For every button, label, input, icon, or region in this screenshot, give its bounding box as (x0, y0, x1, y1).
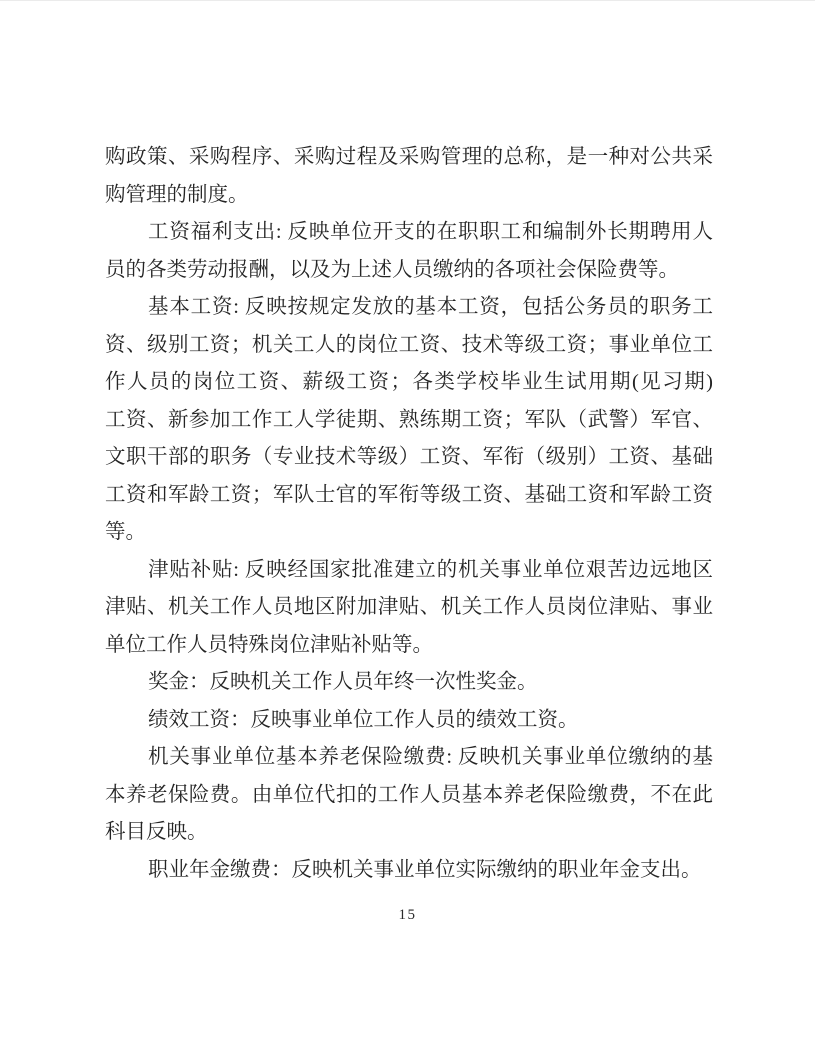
text-line: 等。 (105, 521, 146, 543)
text-line: 工资、新参加工作工人学徒期、熟练期工资；军队（武警）军官、 (105, 408, 713, 431)
document-body (105, 139, 713, 889)
text-line: 文职干部的职务（专业技术等级）工资、军衔（级别）工资、基础 (105, 446, 713, 468)
text-line: 基本工资: 反映按规定发放的基本工资，包括公务员的职务工 (148, 296, 713, 318)
text-line: 本养老保险费。由单位代扣的工作人员基本养老保险缴费，不在此 (105, 783, 713, 806)
text-line: 工资福利支出: 反映单位开支的在职职工和编制外长期聘用人 (148, 221, 713, 243)
text-line: 科目反映。 (105, 821, 208, 843)
text-line: 机关事业单位基本养老保险缴费: 反映机关事业单位缴纳的基 (148, 746, 713, 768)
text-line: 绩效工资：反映事业单位工作人员的绩效工资。 (148, 708, 579, 731)
text-line: 津贴补贴: 反映经国家批准建立的机关事业单位艰苦边远地区 (148, 558, 713, 581)
text-line: 工资和军龄工资；军队士官的军衔等级工资、基础工资和军龄工资 (105, 483, 713, 506)
text-line: 单位工作人员特殊岗位津贴补贴等。 (105, 633, 433, 656)
text-line: 购管理的制度。 (105, 183, 249, 206)
text-line: 奖金：反映机关工作人员年终一次性奖金。 (148, 671, 538, 693)
text-line: 资、级别工资；机关工人的岗位工资、技术等级工资；事业单位工 (105, 333, 713, 356)
page-number: 15 (398, 907, 417, 923)
text-line: 津贴、机关工作人员地区附加津贴、机关工作人员岗位津贴、事业 (105, 596, 713, 618)
text-line: 购政策、采购程序、采购过程及采购管理的总称，是一种对公共采 (105, 146, 713, 168)
text-line: 职业年金缴费：反映机关事业单位实际缴纳的职业年金支出。 (148, 858, 702, 881)
text-line: 作人员的岗位工资、薪级工资；各类学校毕业生试用期(见习期) (105, 371, 713, 393)
text-line: 员的各类劳动报酬，以及为上述人员缴纳的各项社会保险费等。 (105, 258, 679, 281)
